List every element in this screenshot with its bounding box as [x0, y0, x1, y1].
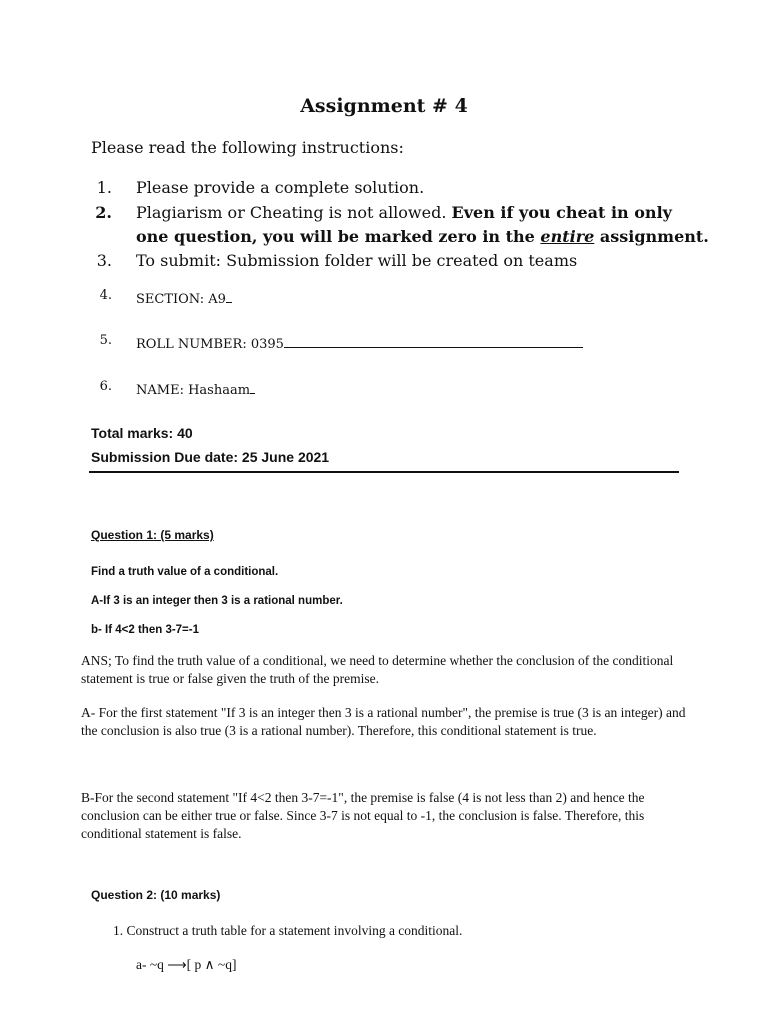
underline-blank	[284, 333, 583, 348]
name-value: NAME: Hashaam	[136, 383, 251, 398]
instructions-intro: Please read the following instructions:	[91, 138, 404, 157]
question-2-item-1-a: a- ~q ⟶[ p ∧ ~q]	[136, 957, 237, 972]
answer-part-a: A- For the first statement "If 3 is an integer then 3 is a rational number", the premise is true (3 is an integer) and the conclusion is also true (3 is a rational number). Therefore, this conditional statement is true.	[81, 705, 686, 738]
question-2-heading: Question 2: (10 marks)	[91, 888, 221, 902]
answer-intro: ANS; To find the truth value of a conditional, we need to determine whether the conclusion of the conditional statement is true or false given the truth of the premise.	[81, 653, 674, 686]
instruction-text: Plagiarism or Cheating is not allowed.	[136, 203, 447, 222]
roll-number-value: ROLL NUMBER: 0395	[136, 337, 284, 352]
roll-number-field	[92, 333, 692, 353]
instruction-number: 4.	[99, 288, 112, 303]
answer-part-b: B-For the second statement "If 4<2 then 3-7=-1", the premise is false (4 is not less than 2) and hence the conclusion can be either true or false. Since 3-7 is not equal to -1, the conclusion is false. Therefore, this conditional statement is false.	[81, 790, 645, 841]
instruction-warning-end: assignment.	[599, 227, 709, 246]
instruction-warning: Even if you cheat in only	[451, 203, 672, 222]
due-date: Submission Due date: 25 June 2021	[91, 449, 330, 465]
question-2-item-1: 1. Construct a truth table for a statement involving a conditional.	[113, 923, 463, 938]
section-divider	[89, 471, 679, 473]
total-marks: Total marks: 40	[91, 425, 193, 441]
instruction-warning-line2: one question, you will be marked zero in the	[136, 227, 535, 246]
emphasis-word: entire	[540, 227, 595, 246]
instruction-number: 5.	[99, 333, 112, 348]
page-title: Assignment # 4	[300, 95, 468, 117]
question-1-heading: Question 1: (5 marks)	[91, 528, 214, 542]
underline-blank	[250, 379, 255, 394]
name-field	[92, 379, 692, 399]
instruction-number: 6.	[99, 379, 112, 394]
section-value: SECTION: A9	[136, 292, 226, 307]
section-field	[92, 288, 692, 308]
instruction-text: Please provide a complete solution.	[136, 178, 425, 197]
instruction-text: To submit: Submission folder will be created on teams	[136, 251, 578, 270]
instruction-number: 2.	[95, 203, 112, 222]
question-1-part-a: A-If 3 is an integer then 3 is a rational number.	[91, 595, 343, 607]
instruction-2-continued	[136, 227, 709, 246]
instruction-number: 1.	[96, 178, 112, 197]
underline-blank	[226, 288, 232, 303]
question-1-prompt: Find a truth value of a conditional.	[91, 566, 279, 578]
instruction-3	[92, 251, 692, 273]
instruction-1	[92, 178, 692, 200]
instruction-number: 3.	[96, 251, 112, 270]
question-1-part-b: b- If 4<2 then 3-7=-1	[91, 624, 200, 636]
instruction-2	[92, 203, 692, 225]
